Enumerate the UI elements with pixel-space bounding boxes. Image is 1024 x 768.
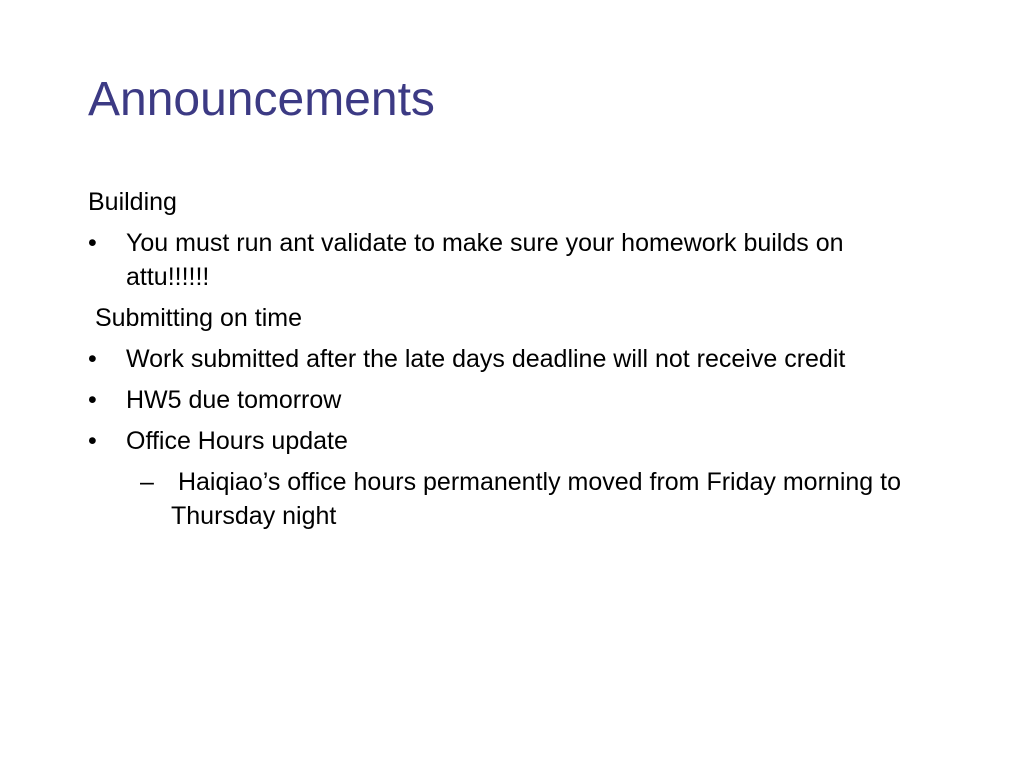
slide-body <box>88 185 928 540</box>
sub-bullet-text: Haiqiao’s office hours permanently moved from Friday morning to Thursday night <box>171 468 908 530</box>
list-item <box>88 226 928 294</box>
bullet-marker: • <box>88 229 97 257</box>
bullet-text: You must run ant validate to make sure your homework builds on attu!!!!!! <box>126 229 844 291</box>
bullet-text: Office Hours update <box>126 427 348 455</box>
section-heading-building: Building <box>88 188 177 216</box>
bullet-marker: • <box>88 386 97 414</box>
section-heading-submitting: Submitting on time <box>88 304 302 332</box>
slide-title: Announcements <box>88 73 435 126</box>
dash-marker: – <box>140 468 154 496</box>
bullet-text: HW5 due tomorrow <box>126 386 342 414</box>
bullet-marker: • <box>88 427 97 455</box>
bullet-marker: • <box>88 345 97 373</box>
list-item <box>88 342 928 376</box>
bullet-text: Work submitted after the late days deadline will not receive credit <box>126 345 846 373</box>
list-item <box>88 383 928 417</box>
list-item <box>88 424 928 458</box>
sub-list-item <box>88 465 928 533</box>
